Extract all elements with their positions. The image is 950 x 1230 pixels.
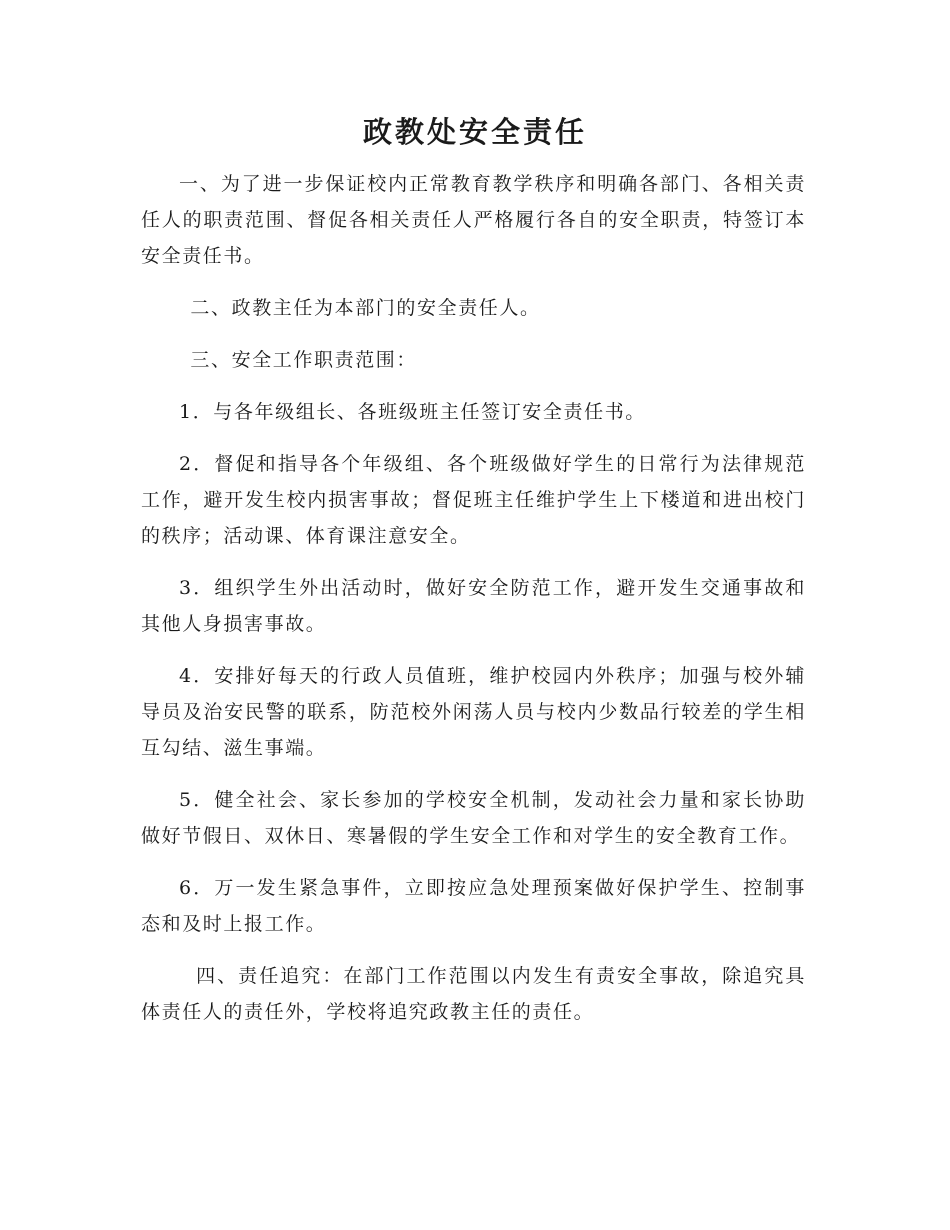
paragraph-scope-heading: 三、安全工作职责范围：: [190, 349, 417, 371]
paragraph-accountability: 四、责任追究：在部门工作范围以内发生有责安全事故，除追究具体责任人的责任外，学校将追究政教主任的责任。: [141, 965, 806, 1023]
paragraph-item-1: 1．与各年级组长、各班级班主任签订安全责任书。: [179, 401, 646, 423]
paragraph-item-2: 2．督促和指导各个年级组、各个班级做好学生的日常行为法律规范工作，避开发生校内损害事故；督促班主任维护学生上下楼道和进出校门的秩序；活动课、体育课注意安全。: [141, 453, 806, 547]
paragraph-item-6: 6．万一发生紧急事件，立即按应急处理预案做好保护学生、控制事态和及时上报工作。: [141, 877, 806, 935]
paragraph-purpose: 一、为了进一步保证校内正常教育教学秩序和明确各部门、各相关责任人的职责范围、督促各相关责任人严格履行各自的安全职责，特签订本安全责任书。: [141, 173, 806, 267]
paragraph-responsible-person: 二、政教主任为本部门的安全责任人。: [190, 297, 541, 319]
document-title: 政教处安全责任: [362, 115, 587, 149]
paragraph-item-4: 4．安排好每天的行政人员值班，维护校园内外秩序；加强与校外辅导员及治安民警的联系，防范校外闲荡人员与校内少数品行较差的学生相互勾结、滋生事端。: [141, 665, 806, 759]
document-body: [141, 166, 806, 1046]
paragraph-item-5: 5．健全社会、家长参加的学校安全机制，发动社会力量和家长协助做好节假日、双休日、寒暑假的学生安全工作和对学生的安全教育工作。: [141, 789, 806, 847]
paragraph-item-3: 3．组织学生外出活动时，做好安全防范工作，避开发生交通事故和其他人身损害事故。: [141, 577, 806, 635]
